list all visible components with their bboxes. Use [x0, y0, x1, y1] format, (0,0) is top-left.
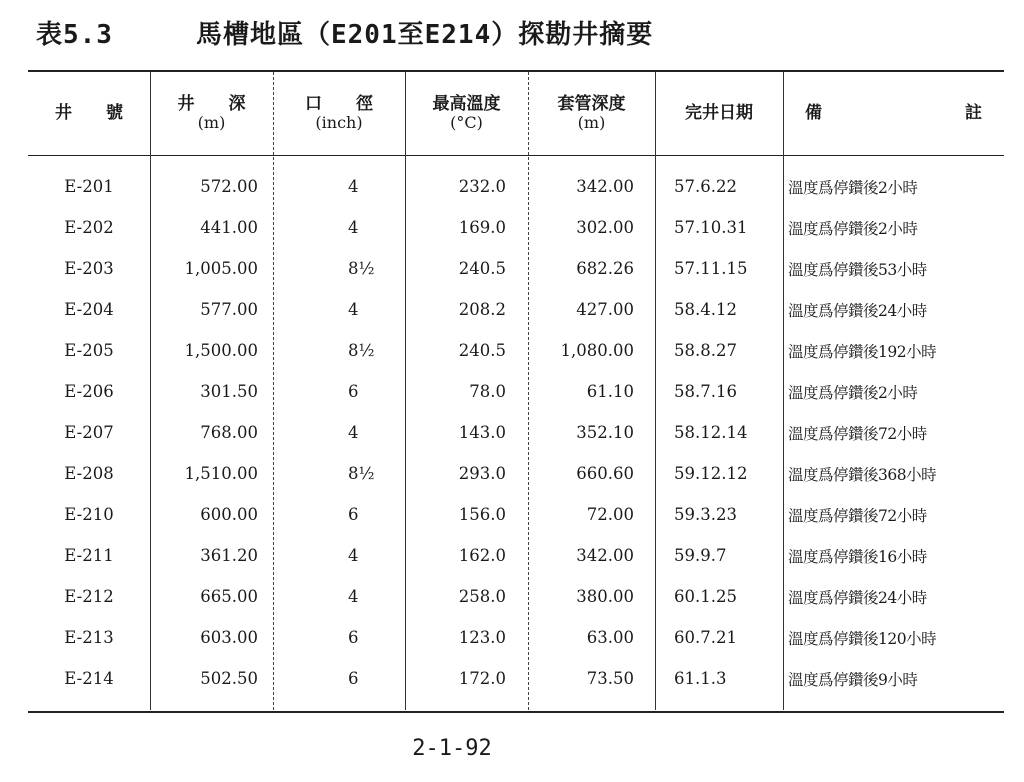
- cell-well: E-201: [64, 177, 114, 196]
- cell-depth: 502.50: [200, 669, 258, 688]
- table-row: [28, 289, 1004, 330]
- cell-well: E-213: [64, 628, 114, 647]
- cell-max-temp: 78.0: [469, 382, 506, 401]
- cell-diameter: 6: [348, 628, 359, 647]
- header-diameter: [273, 72, 405, 155]
- header-bottom-rule: [28, 155, 1004, 156]
- cell-depth: 1,510.00: [184, 464, 258, 483]
- cell-diameter: 8½: [348, 341, 375, 360]
- cell-max-temp: 143.0: [458, 423, 506, 442]
- cell-completion-date: 58.7.16: [674, 382, 737, 401]
- header-depth-unit: (m): [197, 113, 226, 133]
- cell-note: 溫度爲停鑽後192小時: [788, 342, 937, 361]
- cell-depth: 577.00: [200, 300, 258, 319]
- table-row: [28, 494, 1004, 535]
- cell-max-temp: 162.0: [458, 546, 506, 565]
- cell-max-temp: 172.0: [458, 669, 506, 688]
- header-casing-unit: (m): [577, 113, 606, 133]
- cell-note: 溫度爲停鑽後24小時: [788, 588, 927, 607]
- cell-max-temp: 156.0: [458, 505, 506, 524]
- page-title: [36, 12, 653, 52]
- table-row: [28, 207, 1004, 248]
- header-date: [655, 72, 783, 155]
- table-row: [28, 617, 1004, 658]
- cell-diameter: 8½: [348, 259, 375, 278]
- table-row: [28, 658, 1004, 699]
- cell-depth: 301.50: [200, 382, 258, 401]
- table-row: [28, 371, 1004, 412]
- cell-diameter: 4: [348, 587, 359, 606]
- cell-well: E-207: [64, 423, 114, 442]
- cell-well: E-214: [64, 669, 114, 688]
- table-row: [28, 412, 1004, 453]
- cell-well: E-212: [64, 587, 114, 606]
- cell-note: 溫度爲停鑽後53小時: [788, 260, 927, 279]
- header-date-label: 完井日期: [685, 102, 753, 123]
- cell-completion-date: 58.4.12: [674, 300, 737, 319]
- cell-completion-date: 60.7.21: [674, 628, 737, 647]
- cell-depth: 665.00: [200, 587, 258, 606]
- cell-casing-depth: 342.00: [576, 177, 634, 196]
- cell-diameter: 8½: [348, 464, 375, 483]
- cell-casing-depth: 352.10: [576, 423, 634, 442]
- cell-casing-depth: 63.00: [586, 628, 634, 647]
- cell-depth: 603.00: [200, 628, 258, 647]
- cell-note: 溫度爲停鑽後2小時: [788, 383, 918, 402]
- cell-completion-date: 58.12.14: [674, 423, 748, 442]
- cell-depth: 600.00: [200, 505, 258, 524]
- cell-max-temp: 240.5: [458, 341, 506, 360]
- cell-note: 溫度爲停鑽後2小時: [788, 219, 918, 238]
- cell-casing-depth: 73.50: [586, 669, 634, 688]
- cell-casing-depth: 682.26: [576, 259, 634, 278]
- header-well-label: 井 號: [55, 102, 123, 123]
- cell-depth: 1,005.00: [184, 259, 258, 278]
- table-bottom-rule: [28, 711, 1004, 713]
- cell-casing-depth: 342.00: [576, 546, 634, 565]
- cell-well: E-202: [64, 218, 114, 237]
- cell-diameter: 6: [348, 505, 359, 524]
- header-diameter-label: 口 徑: [305, 93, 373, 114]
- cell-casing-depth: 1,080.00: [560, 341, 634, 360]
- cell-max-temp: 208.2: [458, 300, 506, 319]
- cell-completion-date: 57.11.15: [674, 259, 748, 278]
- cell-note: 溫度爲停鑽後16小時: [788, 547, 927, 566]
- cell-casing-depth: 427.00: [576, 300, 634, 319]
- cell-completion-date: 59.12.12: [674, 464, 748, 483]
- header-note: [783, 72, 1004, 155]
- cell-completion-date: 60.1.25: [674, 587, 737, 606]
- cell-diameter: 4: [348, 218, 359, 237]
- table-row: [28, 535, 1004, 576]
- cell-well: E-211: [64, 546, 114, 565]
- cell-completion-date: 59.9.7: [674, 546, 727, 565]
- table-title: 馬槽地區（E201至E214）探勘井摘要: [196, 19, 654, 50]
- cell-diameter: 6: [348, 382, 359, 401]
- table-row: [28, 248, 1004, 289]
- cell-max-temp: 232.0: [458, 177, 506, 196]
- cell-depth: 1,500.00: [184, 341, 258, 360]
- cell-casing-depth: 72.00: [586, 505, 634, 524]
- header-depth: [150, 72, 273, 155]
- table-row: [28, 330, 1004, 371]
- header-casing: [528, 72, 655, 155]
- cell-depth: 572.00: [200, 177, 258, 196]
- cell-max-temp: 123.0: [458, 628, 506, 647]
- cell-max-temp: 293.0: [458, 464, 506, 483]
- cell-completion-date: 57.10.31: [674, 218, 748, 237]
- cell-note: 溫度爲停鑽後72小時: [788, 506, 927, 525]
- cell-completion-date: 58.8.27: [674, 341, 737, 360]
- table-row: [28, 576, 1004, 617]
- header-max-temp-label: 最高溫度: [432, 93, 501, 114]
- cell-casing-depth: 302.00: [576, 218, 634, 237]
- cell-note: 溫度爲停鑽後2小時: [788, 178, 918, 197]
- cell-diameter: 4: [348, 300, 359, 319]
- cell-note: 溫度爲停鑽後368小時: [788, 465, 937, 484]
- cell-max-temp: 240.5: [458, 259, 506, 278]
- cell-diameter: 4: [348, 546, 359, 565]
- cell-diameter: 6: [348, 669, 359, 688]
- cell-casing-depth: 660.60: [576, 464, 634, 483]
- page-number: 2-1-92: [412, 736, 492, 761]
- cell-completion-date: 57.6.22: [674, 177, 737, 196]
- header-diameter-unit: (inch): [315, 113, 363, 133]
- cell-note: 溫度爲停鑽後24小時: [788, 301, 927, 320]
- header-depth-label: 井 深: [177, 93, 246, 114]
- cell-well: E-203: [64, 259, 114, 278]
- cell-casing-depth: 61.10: [586, 382, 634, 401]
- cell-completion-date: 59.3.23: [674, 505, 737, 524]
- header-max-temp-unit: (°C): [450, 113, 483, 133]
- cell-well: E-208: [64, 464, 114, 483]
- cell-diameter: 4: [348, 177, 359, 196]
- header-note-label-a: 備: [805, 102, 822, 123]
- header-well: [28, 72, 150, 155]
- cell-well: E-206: [64, 382, 114, 401]
- cell-diameter: 4: [348, 423, 359, 442]
- cell-well: E-205: [64, 341, 114, 360]
- cell-note: 溫度爲停鑽後72小時: [788, 424, 927, 443]
- cell-note: 溫度爲停鑽後9小時: [788, 670, 918, 689]
- cell-max-temp: 258.0: [458, 587, 506, 606]
- cell-depth: 361.20: [200, 546, 258, 565]
- cell-completion-date: 61.1.3: [674, 669, 727, 688]
- cell-note: 溫度爲停鑽後120小時: [788, 629, 937, 648]
- table-number: 表5.3: [36, 19, 113, 50]
- cell-well: E-210: [64, 505, 114, 524]
- header-casing-label: 套管深度: [557, 93, 626, 114]
- header-note-label-b: 註: [965, 102, 982, 123]
- table-row: [28, 166, 1004, 207]
- cell-max-temp: 169.0: [458, 218, 506, 237]
- cell-casing-depth: 380.00: [576, 587, 634, 606]
- cell-well: E-204: [64, 300, 114, 319]
- cell-depth: 768.00: [200, 423, 258, 442]
- table-row: [28, 453, 1004, 494]
- header-max-temp: [405, 72, 528, 155]
- cell-depth: 441.00: [200, 218, 258, 237]
